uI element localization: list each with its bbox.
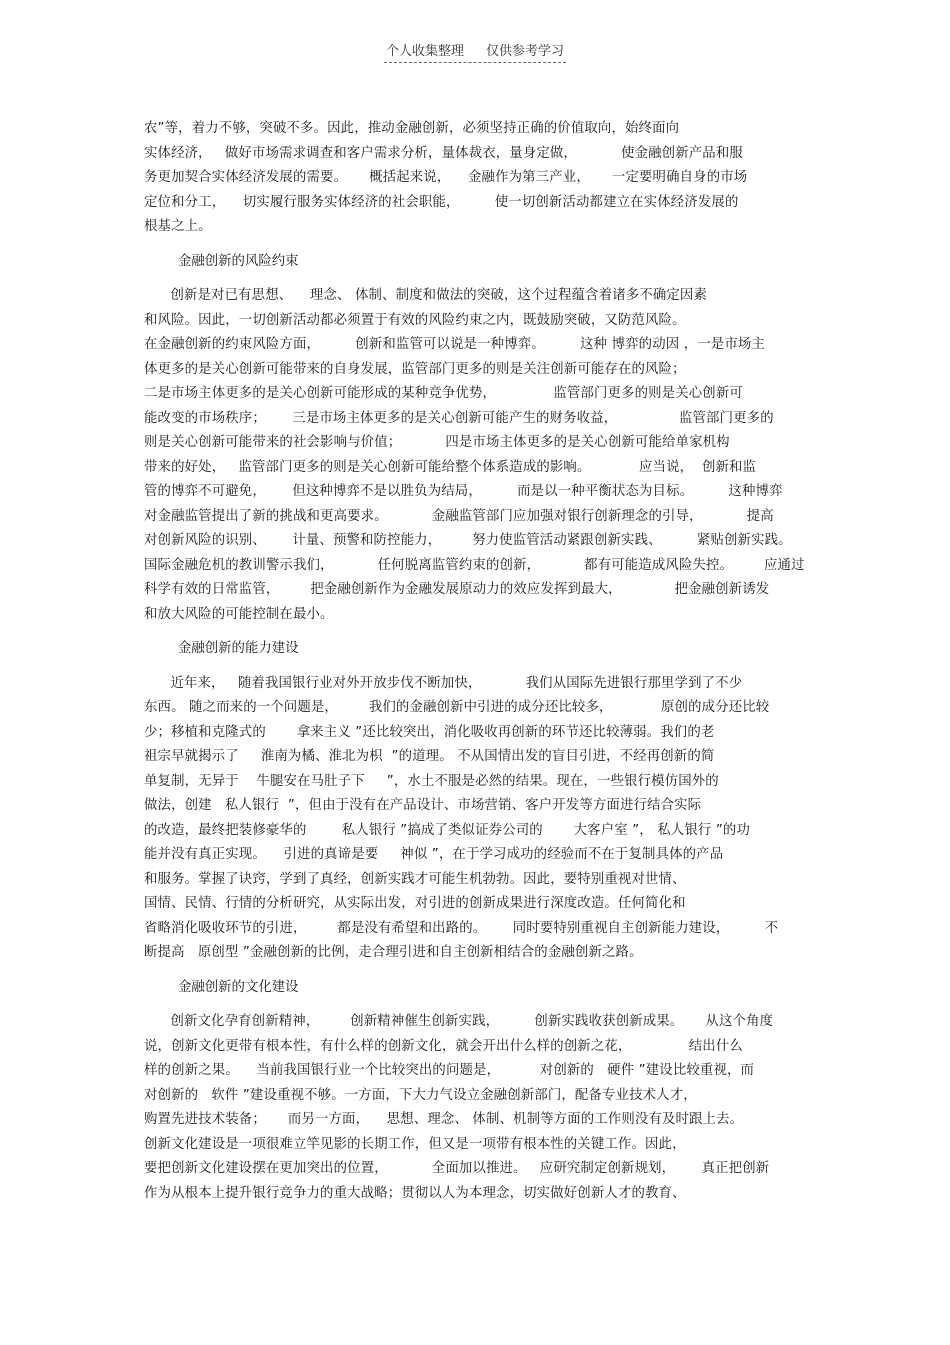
text-line: 带来的好处， 监管部门更多的则是关心创新可能给整个体系造成的影响。 应当说， 创新和监 (144, 459, 757, 475)
text-line: 说，创新文化更带有根本性，有什么样的创新文化，就会开出什么样的创新之花， 结出什么 (144, 1038, 743, 1054)
text-line: 作为从根本上提升银行竞争力的重大战略；贯彻以人为本理念，切实做好创新人才的教育、 (144, 1185, 686, 1201)
text-line: 和风险。因此，一切创新活动都必须置于有效的风险约束之内，既鼓励突破，又防范风险。 (144, 312, 686, 328)
text-line: 和服务。掌握了诀窍，学到了真经，创新实践才可能生机勃勃。因此，要特别重视对世情、 (144, 871, 686, 887)
text-line: 实体经济， 做好市场需求调查和客户需求分析，量体裁衣，量身定做， 使金融创新产品和服 (144, 145, 743, 161)
text-line: 对创新风险的识别、 计量、预警和防控能力， 努力使监管活动紧跟创新实践、 紧贴创新实践。 (144, 533, 792, 548)
text-line: 和放大风险的可能控制在最小。 (144, 606, 334, 622)
text-line: 国际金融危机的教训警示我们， 任何脱离监管约束的创新， 都有可能造成风险失控。 应通过 (144, 557, 805, 573)
text-line: 断提高 原创型 ”金融创新的比例，走合理引进和自主创新相结合的金融创新之路。 (144, 945, 643, 960)
text-line: 定位和分工， 切实履行服务实体经济的社会职能， 使一切创新活动都建立在实体经济发展的 (144, 194, 739, 210)
text-line: 东西。 随之而来的一个问题是， 我们的金融创新中引进的成分还比较多， 原创的成分还比较 (144, 700, 770, 715)
paragraph (144, 284, 809, 627)
spacer (144, 627, 809, 637)
text-line: 管的博弈不可避免， 但这种博弈不是以胜负为结局， 而是以一种平衡状态为目标。 这种博弈 (144, 484, 783, 499)
text-line: 农”等，着力不够，突破不多。因此，推动金融创新，必须坚持正确的价值取向，始终面向 (144, 121, 680, 136)
text-line: 少；移植和克隆式的 拿来主义 ”还比较突出，消化吸收再创新的环节还比较薄弱。我们的老 (144, 724, 715, 740)
text-line: 务更加契合实体经济发展的需要。 概括起来说， 金融作为第三产业， 一定要明确自身的市场 (144, 170, 748, 185)
text-line: 科学有效的日常监管， 把金融创新作为金融发展原动力的效应发挥到最大， 把金融创新诱发 (144, 582, 770, 597)
document-body (144, 117, 809, 1206)
text-line: 单复制，无异于 牛腿安在马肚子下 ”，水土不服是必然的结果。现在，一些银行模仿国外的 (144, 773, 719, 789)
section-heading: 金融创新的风险约束 (178, 253, 299, 269)
text-line: 国情、民情、行情的分析研究，从实际出发，对引进的创新成果进行深度改造。任何简化和 (144, 896, 686, 911)
paragraph (144, 117, 809, 240)
text-line: 祖宗早就揭示了 淮南为橘、淮北为枳 ”的道理。 不从国情出发的盲目引进，不经再创新的简 (144, 749, 715, 764)
spacer (144, 1000, 809, 1010)
text-line: 创新文化建设是一项很难立竿见影的长期工作，但又是一项带有根本性的关键工作。因此， (144, 1136, 686, 1152)
spacer (144, 274, 809, 284)
text-line: 能改变的市场秩序； 三是市场主体更多的是关心创新可能产生的财务收益， 监管部门更多的 (144, 410, 774, 426)
spacer (144, 662, 809, 672)
spacer (144, 966, 809, 976)
text-line: 对创新的 软件 ”建设重视不够。一方面，下大力气设立金融创新部门，配备专业技术人才， (144, 1087, 697, 1103)
text-line: 二是市场主体更多的是关心创新可能形成的某种竞争优势， 监管部门更多的则是关心创新可 (144, 386, 743, 401)
text-line: 样的创新之果。 当前我国银行业一个比较突出的问题是， 对创新的 硬件 ”建设比较重视，而 (144, 1063, 755, 1078)
section-heading: 金融创新的能力建设 (178, 641, 299, 656)
page-header (0, 40, 950, 63)
text-line: 创新是对已有思想、 理念、 体制、制度和做法的突破，这个过程蕴含着诸多不确定因素 (144, 288, 708, 303)
text-line: 体更多的是关心创新可能带来的自身发展，监管部门更多的则是关注创新可能存在的风险； (144, 361, 686, 377)
text-line: 创新文化孕育创新精神， 创新精神催生创新实践， 创新实践收获创新成果。 从这个角度 (144, 1014, 774, 1029)
header-right-text: 仅供参考学习 (486, 44, 565, 59)
text-line: 近年来， 随着我国银行业对外开放步伐不断加快， 我们从国际先进银行那里学到了不少 (144, 675, 743, 691)
spacer (144, 240, 809, 250)
text-line: 根基之上。 (144, 219, 212, 234)
text-line: 在金融创新的约束风险方面， 创新和监管可以说是一种博弈。 这种 博弈的动因 ，一是市场主 (144, 337, 765, 352)
text-line: 购置先进技术装备； 而另一方面， 思想、理念、 体制、机制等方面的工作则没有及时跟上去。 (144, 1112, 744, 1127)
header-underline (384, 40, 566, 63)
text-line: 的改造，最终把装修豪华的 私人银行 ”搞成了类似证券公司的 大客户室 ”， 私人银行 ”的功 (144, 822, 750, 838)
text-line: 对金融监管提出了新的挑战和更高要求。 金融监管部门应加强对银行创新理念的引导， 提高 (144, 508, 774, 524)
section-heading: 金融创新的文化建设 (178, 979, 299, 995)
header-left-text: 个人收集整理 (385, 44, 464, 59)
text-line: 要把创新文化建设摆在更加突出的位置， 全面加以推进。 应研究制定创新规划， 真正把创新 (144, 1161, 770, 1176)
paragraph (144, 672, 809, 966)
text-line: 能并没有真正实现。 引进的真谛是要 神似 ”，在于学习成功的经验而不在于复制具体的产品 (144, 847, 724, 862)
paragraph (144, 1010, 809, 1206)
text-line: 做法，创建 私人银行 ”，但由于没有在产品设计、市场营销、客户开发等方面进行结合实际 (144, 798, 702, 813)
text-line: 则是关心创新可能带来的社会影响与价值； 四是市场主体更多的是关心创新可能给单家机构 (144, 435, 730, 450)
text-line: 省略消化吸收环节的引进， 都是没有希望和出路的。 同时要特别重视自主创新能力建设， 不 (144, 920, 779, 936)
